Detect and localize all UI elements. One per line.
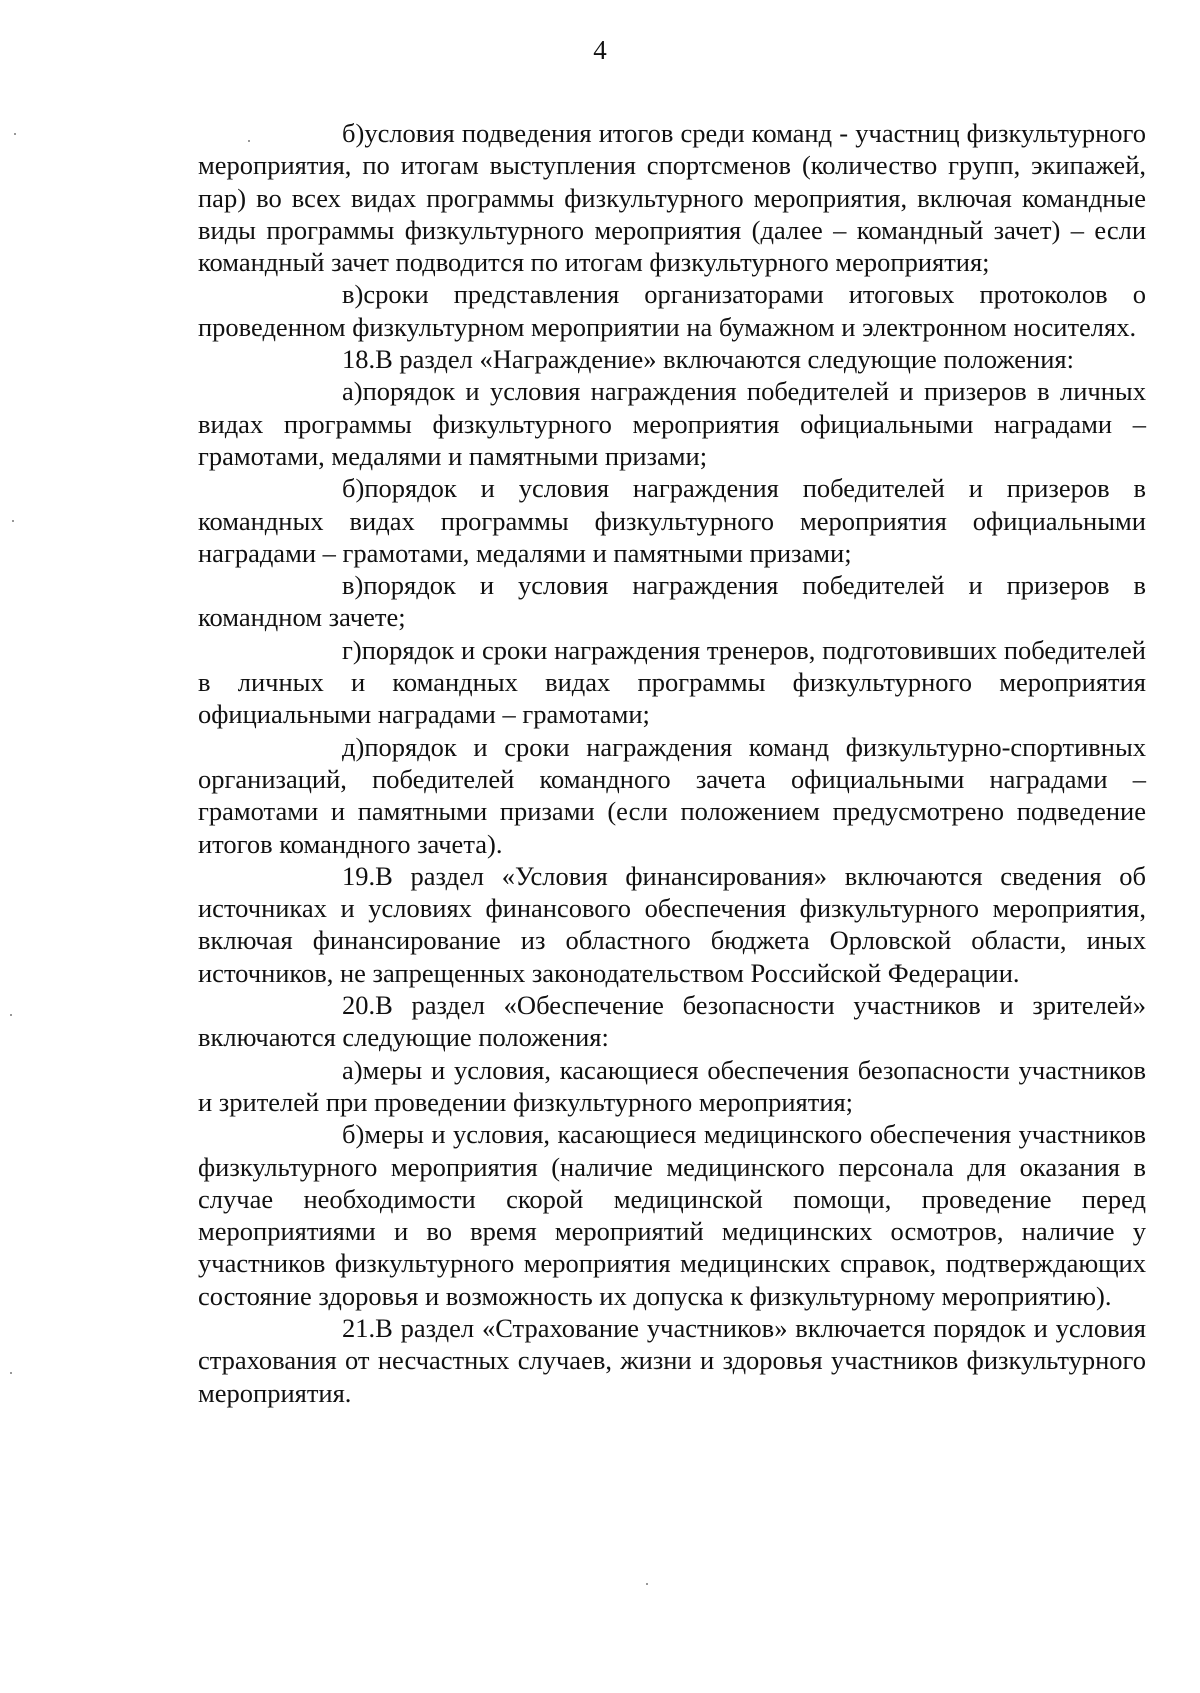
clause-number: 21.: [342, 1312, 376, 1343]
clause-number: 20.: [342, 990, 376, 1021]
paragraph-text: сроки представления организаторами итоговых протоколов о проведенном физкультурном мероприятии на бумажном и электронном носителях.: [198, 279, 1146, 342]
paragraph-text: порядок и условия награждения победителей и призеров в личных видах программы физкультурного мероприятия официальными наградами – грамотами, медалями и памятными призами;: [198, 376, 1146, 471]
paragraph-text: порядок и сроки награждения команд физкультурно-спортивных организаций, победителей командного зачета официальными наградами – грамотами и памятными призами (если положением предусмотрено подведение итогов командного зачета).: [198, 731, 1146, 859]
paragraph-text: порядок и условия награждения победителей и призеров в командном зачете;: [198, 570, 1146, 633]
paragraph-text: В раздел «Страхование участников» включается порядок и условия страхования от несчастных случаев, жизни и здоровья участников физкультурного мероприятия.: [198, 1312, 1146, 1408]
paragraph-text: В раздел «Обеспечение безопасности участников и зрителей» включаются следующие положения:: [198, 990, 1146, 1053]
page-number: 4: [593, 35, 607, 65]
scan-speck: [248, 140, 250, 142]
clause-20-safety: [198, 989, 1146, 1054]
paragraph-marker: а): [342, 1054, 363, 1085]
scan-speck: [646, 1583, 648, 1585]
scan-speck: [12, 520, 14, 522]
paragraph-b-team-awards: [198, 472, 1146, 569]
paragraph-text: меры и условия, касающиеся медицинского обеспечения участников физкультурного мероприятия (наличие медицинского персонала для оказания в случае необходимости скорой медицинской помощи, проведение перед мероприятиями и во время мероприятий медицинских осмотров, наличие у участников физкультурного мероприятия медицинских справок, подтверждающих состояние здоровья и возможность их допуска к физкультурному мероприятию).: [198, 1119, 1146, 1311]
paragraph-a-safety-measures: [198, 1054, 1146, 1119]
paragraph-marker: а): [342, 376, 363, 407]
clause-18-awards: [198, 343, 1146, 375]
paragraph-text: В раздел «Награждение» включаются следующие положения:: [375, 344, 1074, 375]
clause-21-insurance: [198, 1312, 1146, 1409]
paragraph-text: порядок и сроки награждения тренеров, подготовивших победителей в личных и командных видах программы физкультурного мероприятия официальными наградами – грамотами;: [198, 634, 1146, 730]
paragraph-b-medical-support: [198, 1118, 1146, 1312]
paragraph-b-summary-conditions: [198, 117, 1146, 278]
paragraph-marker: б): [342, 1119, 365, 1150]
paragraph-marker: б): [342, 473, 365, 504]
paragraph-v-protocol-deadlines: [198, 278, 1146, 343]
paragraph-marker: б): [342, 118, 365, 148]
paragraph-a-individual-awards: [198, 375, 1146, 472]
paragraph-v-team-standings-awards: [198, 569, 1146, 634]
scan-speck: [14, 133, 16, 135]
paragraph-d-organization-awards: [198, 731, 1146, 860]
paragraph-text: В раздел «Условия финансирования» включаются сведения об источниках и условиях финансового обеспечения физкультурного мероприятия, включая финансирование из областного бюджета Орловской области, иных источников, не запрещенных законодательством Российской Федерации.: [198, 860, 1146, 988]
clause-number: 19.: [342, 860, 376, 891]
paragraph-text: меры и условия, касающиеся обеспечения безопасности участников и зрителей при проведении физкультурного мероприятия;: [198, 1054, 1146, 1117]
clause-19-financing: [198, 860, 1146, 989]
document-body: [198, 117, 1146, 1409]
paragraph-marker: г): [342, 634, 362, 665]
clause-number: 18.: [342, 344, 376, 375]
paragraph-marker: д): [342, 731, 365, 762]
paragraph-g-coach-awards: [198, 634, 1146, 731]
paragraph-marker: в): [342, 279, 364, 310]
paragraph-text: порядок и условия награждения победителей и призеров в командных видах программы физкультурного мероприятия официальными наградами – грамотами, медалями и памятными призами;: [198, 473, 1146, 568]
scan-speck: [10, 1014, 12, 1016]
paragraph-marker: в): [342, 570, 364, 601]
paragraph-text: условия подведения итогов среди команд - участниц физкультурного мероприятия, по итогам выступления спортсменов (количество групп, экипажей, пар) во всех видах программы физкультурного мероприятия, включая командные виды программы физкультурного мероприятия (далее – командный зачет) – если командный зачет подводится по итогам физкультурного мероприятия;: [198, 118, 1146, 278]
scan-speck: [10, 1372, 12, 1374]
